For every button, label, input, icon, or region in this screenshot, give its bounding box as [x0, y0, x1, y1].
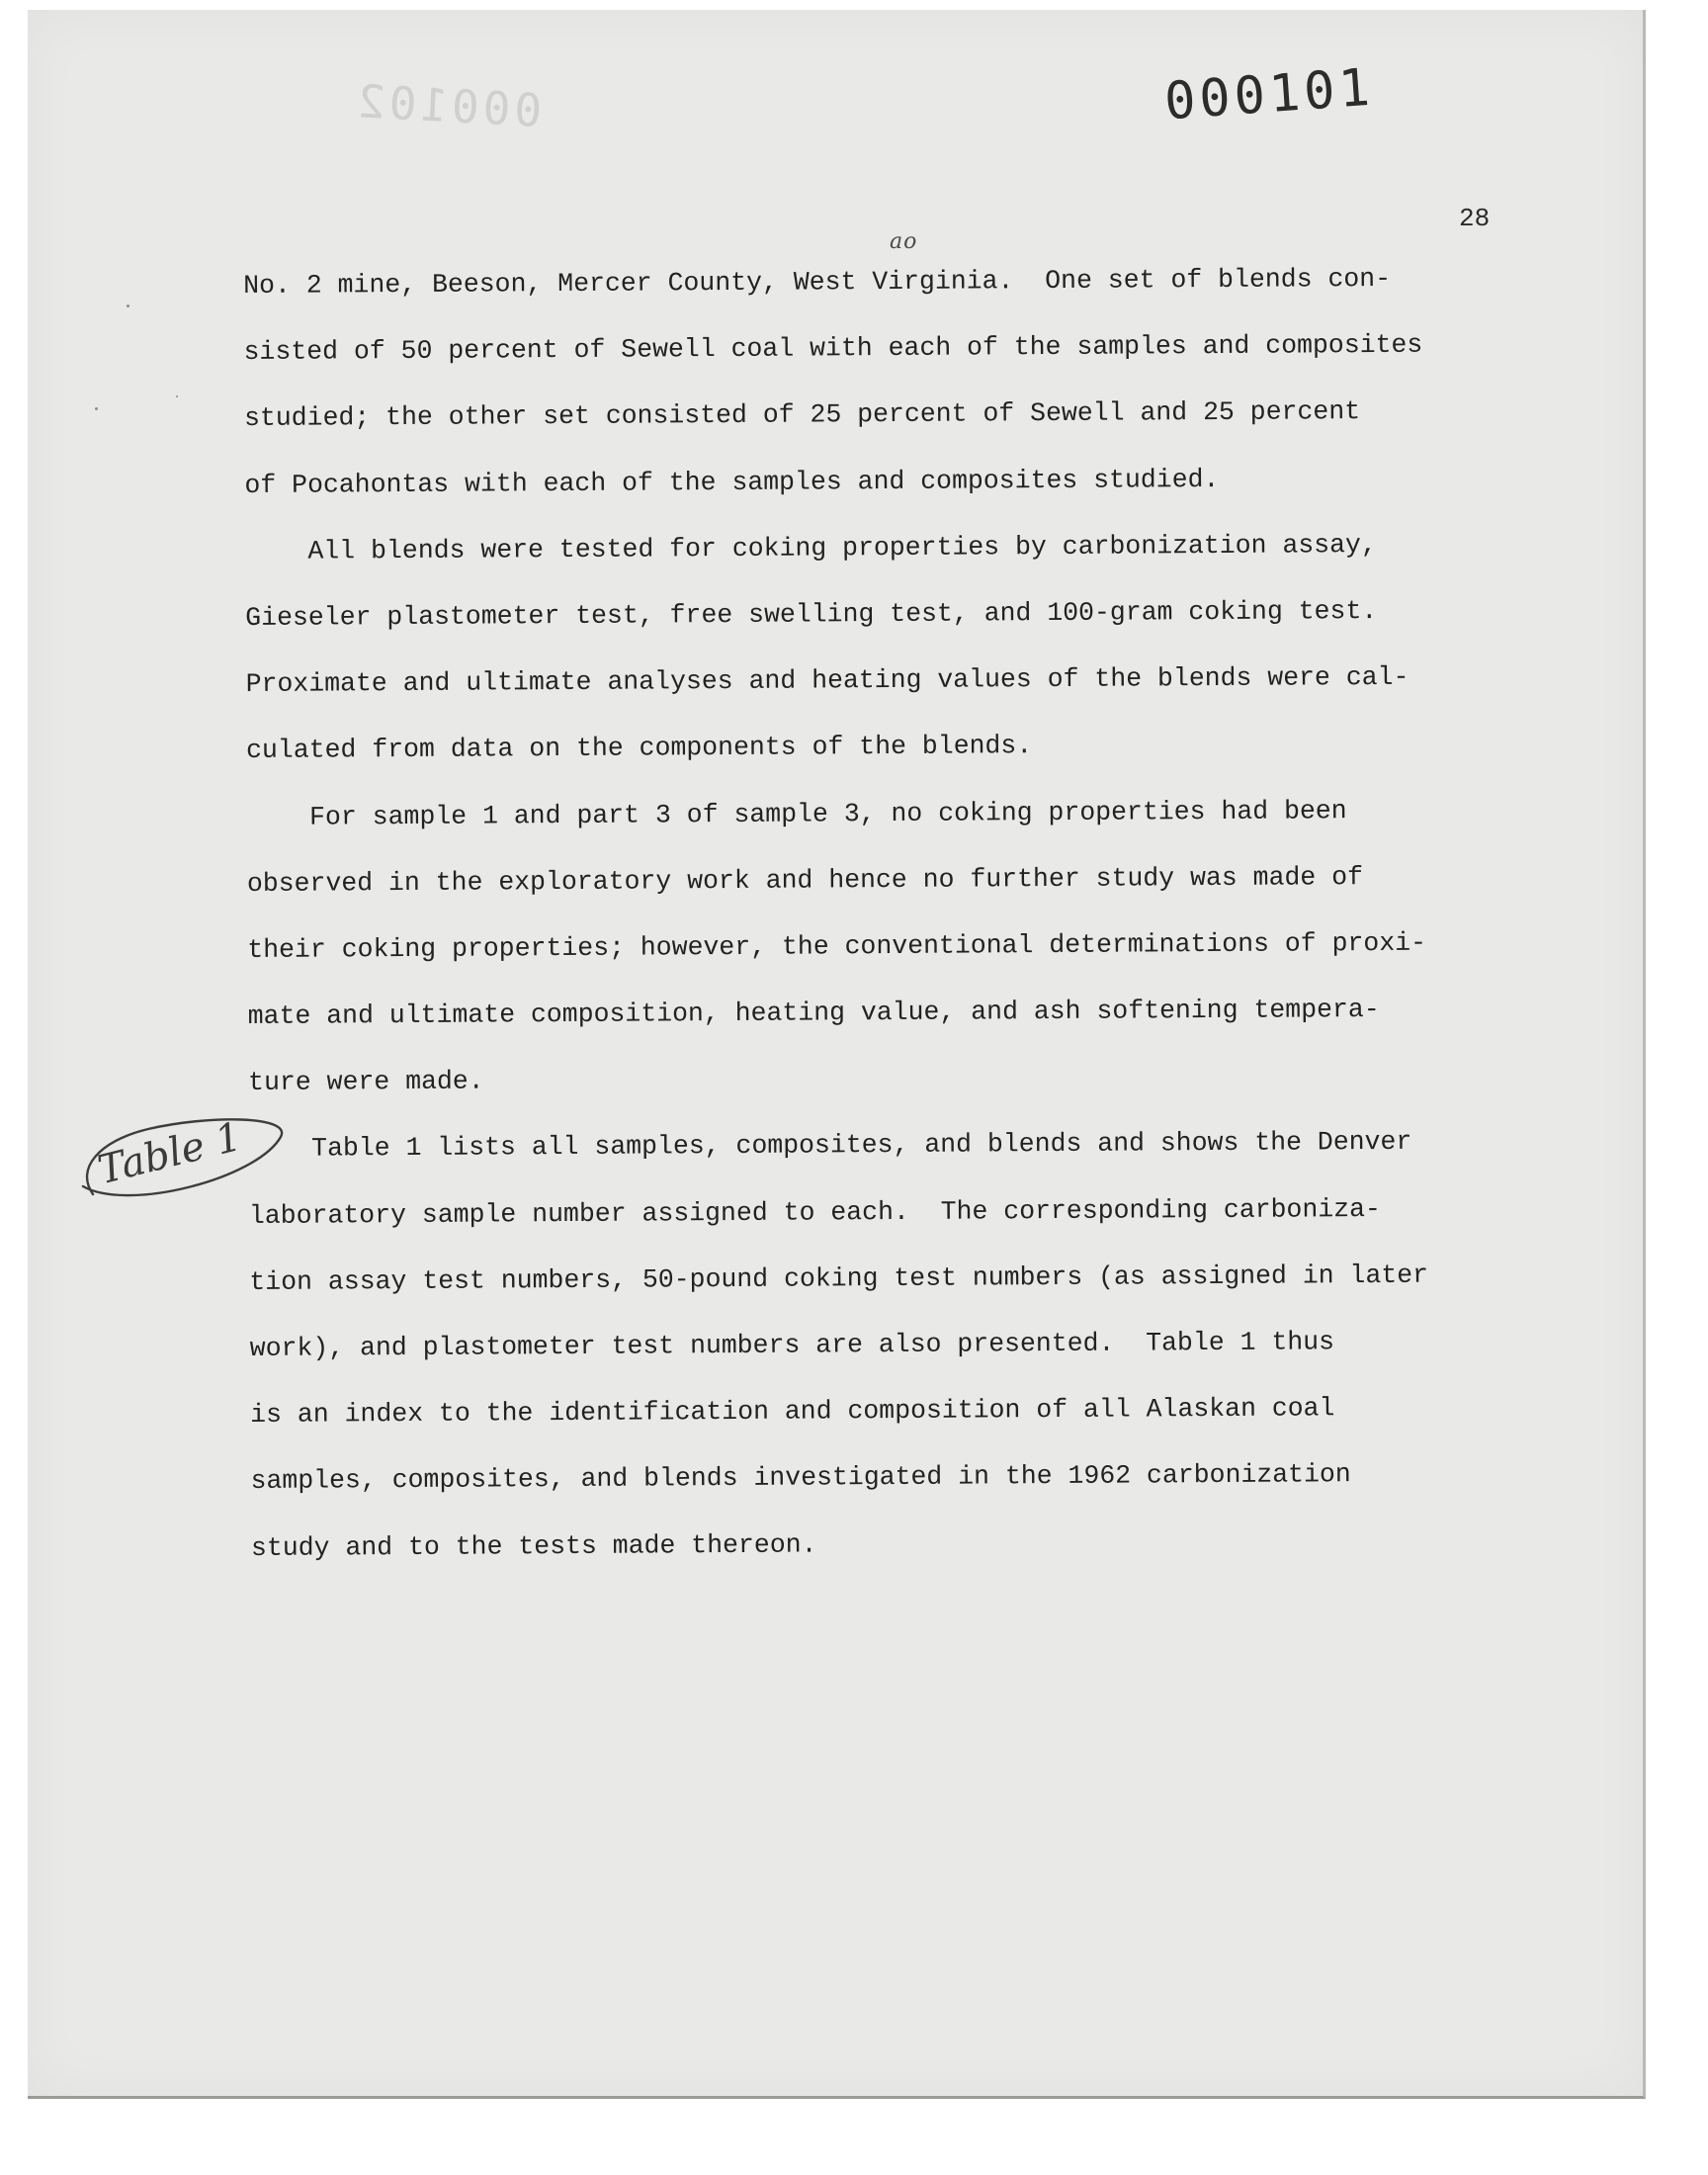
text-line: work), and plastometer test numbers are also presented. Table 1 thus [249, 1327, 1335, 1363]
paper-speck [95, 407, 98, 410]
text-line: observed in the exploratory work and hence no further study was made of [246, 861, 1364, 899]
text-line: mate and ultimate composition, heating value, and ash softening tempera- [247, 995, 1380, 1032]
document-page [28, 10, 1646, 2099]
text-line: Gieseler plastometer test, free swelling test, and 100-gram coking test. [245, 595, 1378, 633]
bleed-through-stamp: 000102 [352, 74, 544, 137]
document-stamp-number: 000101 [1162, 57, 1376, 132]
body-text [243, 245, 1526, 1582]
text-line: their coking properties; however, the conventional determinations of proxi- [247, 927, 1427, 965]
paper-speck [127, 304, 129, 307]
page-number: 28 [1459, 204, 1491, 233]
text-line: tion assay test numbers, 50-pound coking test numbers (as assigned in later [249, 1260, 1429, 1297]
text-line: All blends were tested for coking properties by carbonization assay, [244, 529, 1377, 566]
text-line: ture were made. [248, 1066, 484, 1098]
text-line: For sample 1 and part 3 of sample 3, no coking properties had been [246, 795, 1347, 832]
text-line: Table 1 lists all samples, composites, and blends and shows the Denver [248, 1127, 1412, 1165]
text-line: Proximate and ultimate analyses and heating values of the blends were cal- [245, 661, 1409, 700]
text-line: culated from data on the components of the blends. [245, 731, 1033, 766]
margin-note-text: Table 1 [93, 1113, 247, 1194]
text-line: study and to the tests made thereon. [250, 1529, 817, 1563]
text-line: studied; the other set consisted of 25 percent of Sewell and 25 percent [243, 396, 1361, 434]
text-line: of Pocahontas with each of the samples and composites studied. [244, 464, 1220, 500]
paper-speck [176, 395, 178, 397]
handwritten-correction: ao [890, 229, 918, 254]
text-line: laboratory sample number assigned to each. The corresponding carboniza- [248, 1193, 1382, 1231]
text-line: sisted of 50 percent of Sewell coal with each of the samples and composites [243, 329, 1423, 368]
text-line: samples, composites, and blends investigated in the 1962 carbonization [250, 1459, 1351, 1497]
text-line: No. 2 mine, Beeson, Mercer County, West Virginia. One set of blends con- [243, 263, 1392, 301]
text-line: is an index to the identification and composition of all Alaskan coal [250, 1393, 1335, 1431]
margin-annotation [69, 1109, 297, 1218]
